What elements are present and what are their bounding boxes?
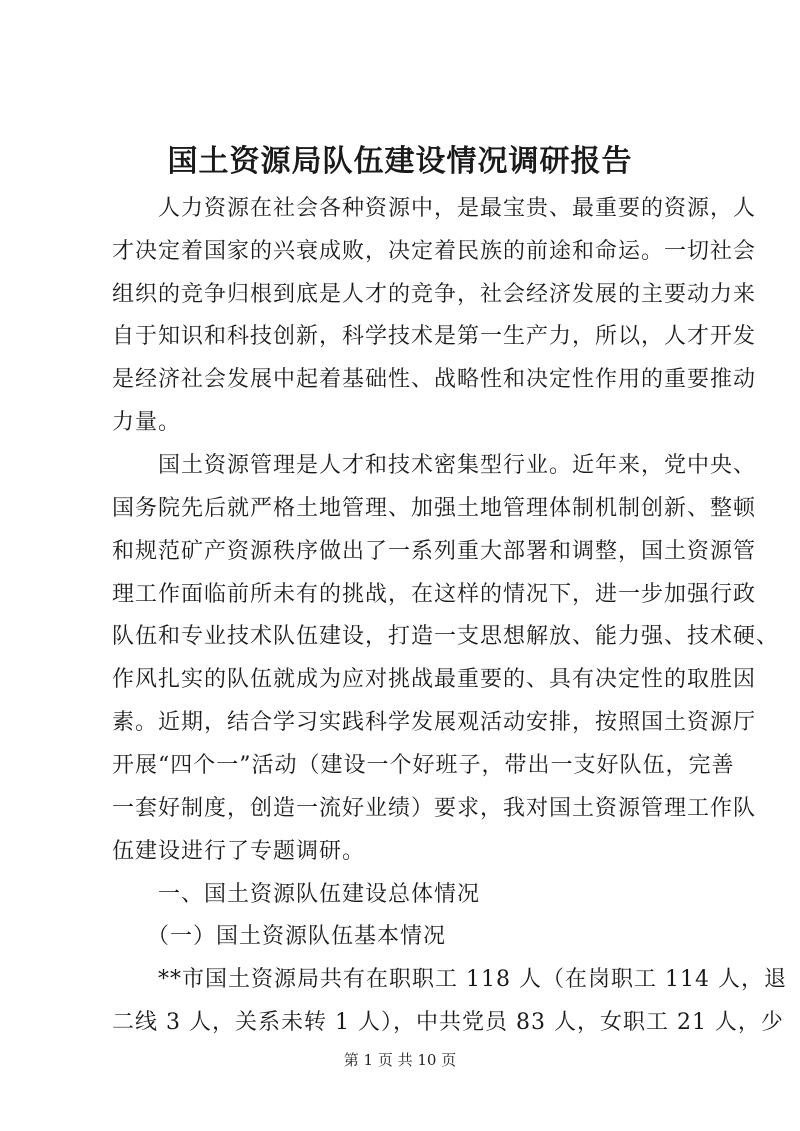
subsection-heading: （一）国土资源队伍基本情况 [112, 924, 447, 949]
body-line: 组织的竞争归根到底是人才的竞争，社会经济发展的主要动力来 [112, 282, 757, 307]
body-line: 力量。 [112, 410, 182, 435]
body-line: 素。近期，结合学习实践科学发展观活动安排，按照国土资源厅 [112, 710, 757, 735]
section-heading: 一、国土资源队伍建设总体情况 [112, 882, 481, 907]
body-line: 一套好制度，创造一流好业绩）要求，我对国土资源管理工作队 [112, 796, 757, 821]
page-footer: 第 1 页 共 10 页 [343, 1051, 457, 1069]
body-line: 作风扎实的队伍就成为应对挑战最重要的、具有决定性的取胜因 [112, 667, 757, 692]
body-line: 队伍和专业技术队伍建设，打造一支思想解放、能力强、技术硬、 [112, 624, 780, 649]
body-line: 才决定着国家的兴衰成败，决定着民族的前途和命运。一切社会 [112, 239, 757, 264]
body-line: 是经济社会发展中起着基础性、战略性和决定性作用的重要推动 [112, 367, 757, 392]
body-line: 伍建设进行了专题调研。 [112, 839, 366, 864]
body-line: 国务院先后就严格土地管理、加强土地管理体制机制创新、整顿 [112, 496, 757, 521]
body-line: 和规范矿产资源秩序做出了一系列重大部署和调整，国土资源管 [112, 539, 757, 564]
body-line: 自于知识和科技创新，科学技术是第一生产力，所以，人才开发 [112, 324, 757, 349]
body-line: 国土资源管理是人才和技术密集型行业。近年来，党中央、 [112, 453, 757, 478]
body-line: 二线 3 人，关系未转 1 人），中共党员 83 人，女职工 21 人，少 [112, 1010, 784, 1035]
body-line: 开展“四个一”活动（建设一个好班子，带出一支好队伍，完善 [112, 753, 735, 778]
body-line: **市国土资源局共有在职职工 118 人（在岗职工 114 人，退 [112, 967, 787, 992]
body-line: 人力资源在社会各种资源中，是最宝贵、最重要的资源，人 [112, 196, 757, 221]
body-line: 理工作面临前所未有的挑战，在这样的情况下，进一步加强行政 [112, 582, 757, 607]
document-title: 国土资源局队伍建设情况调研报告 [167, 144, 633, 179]
